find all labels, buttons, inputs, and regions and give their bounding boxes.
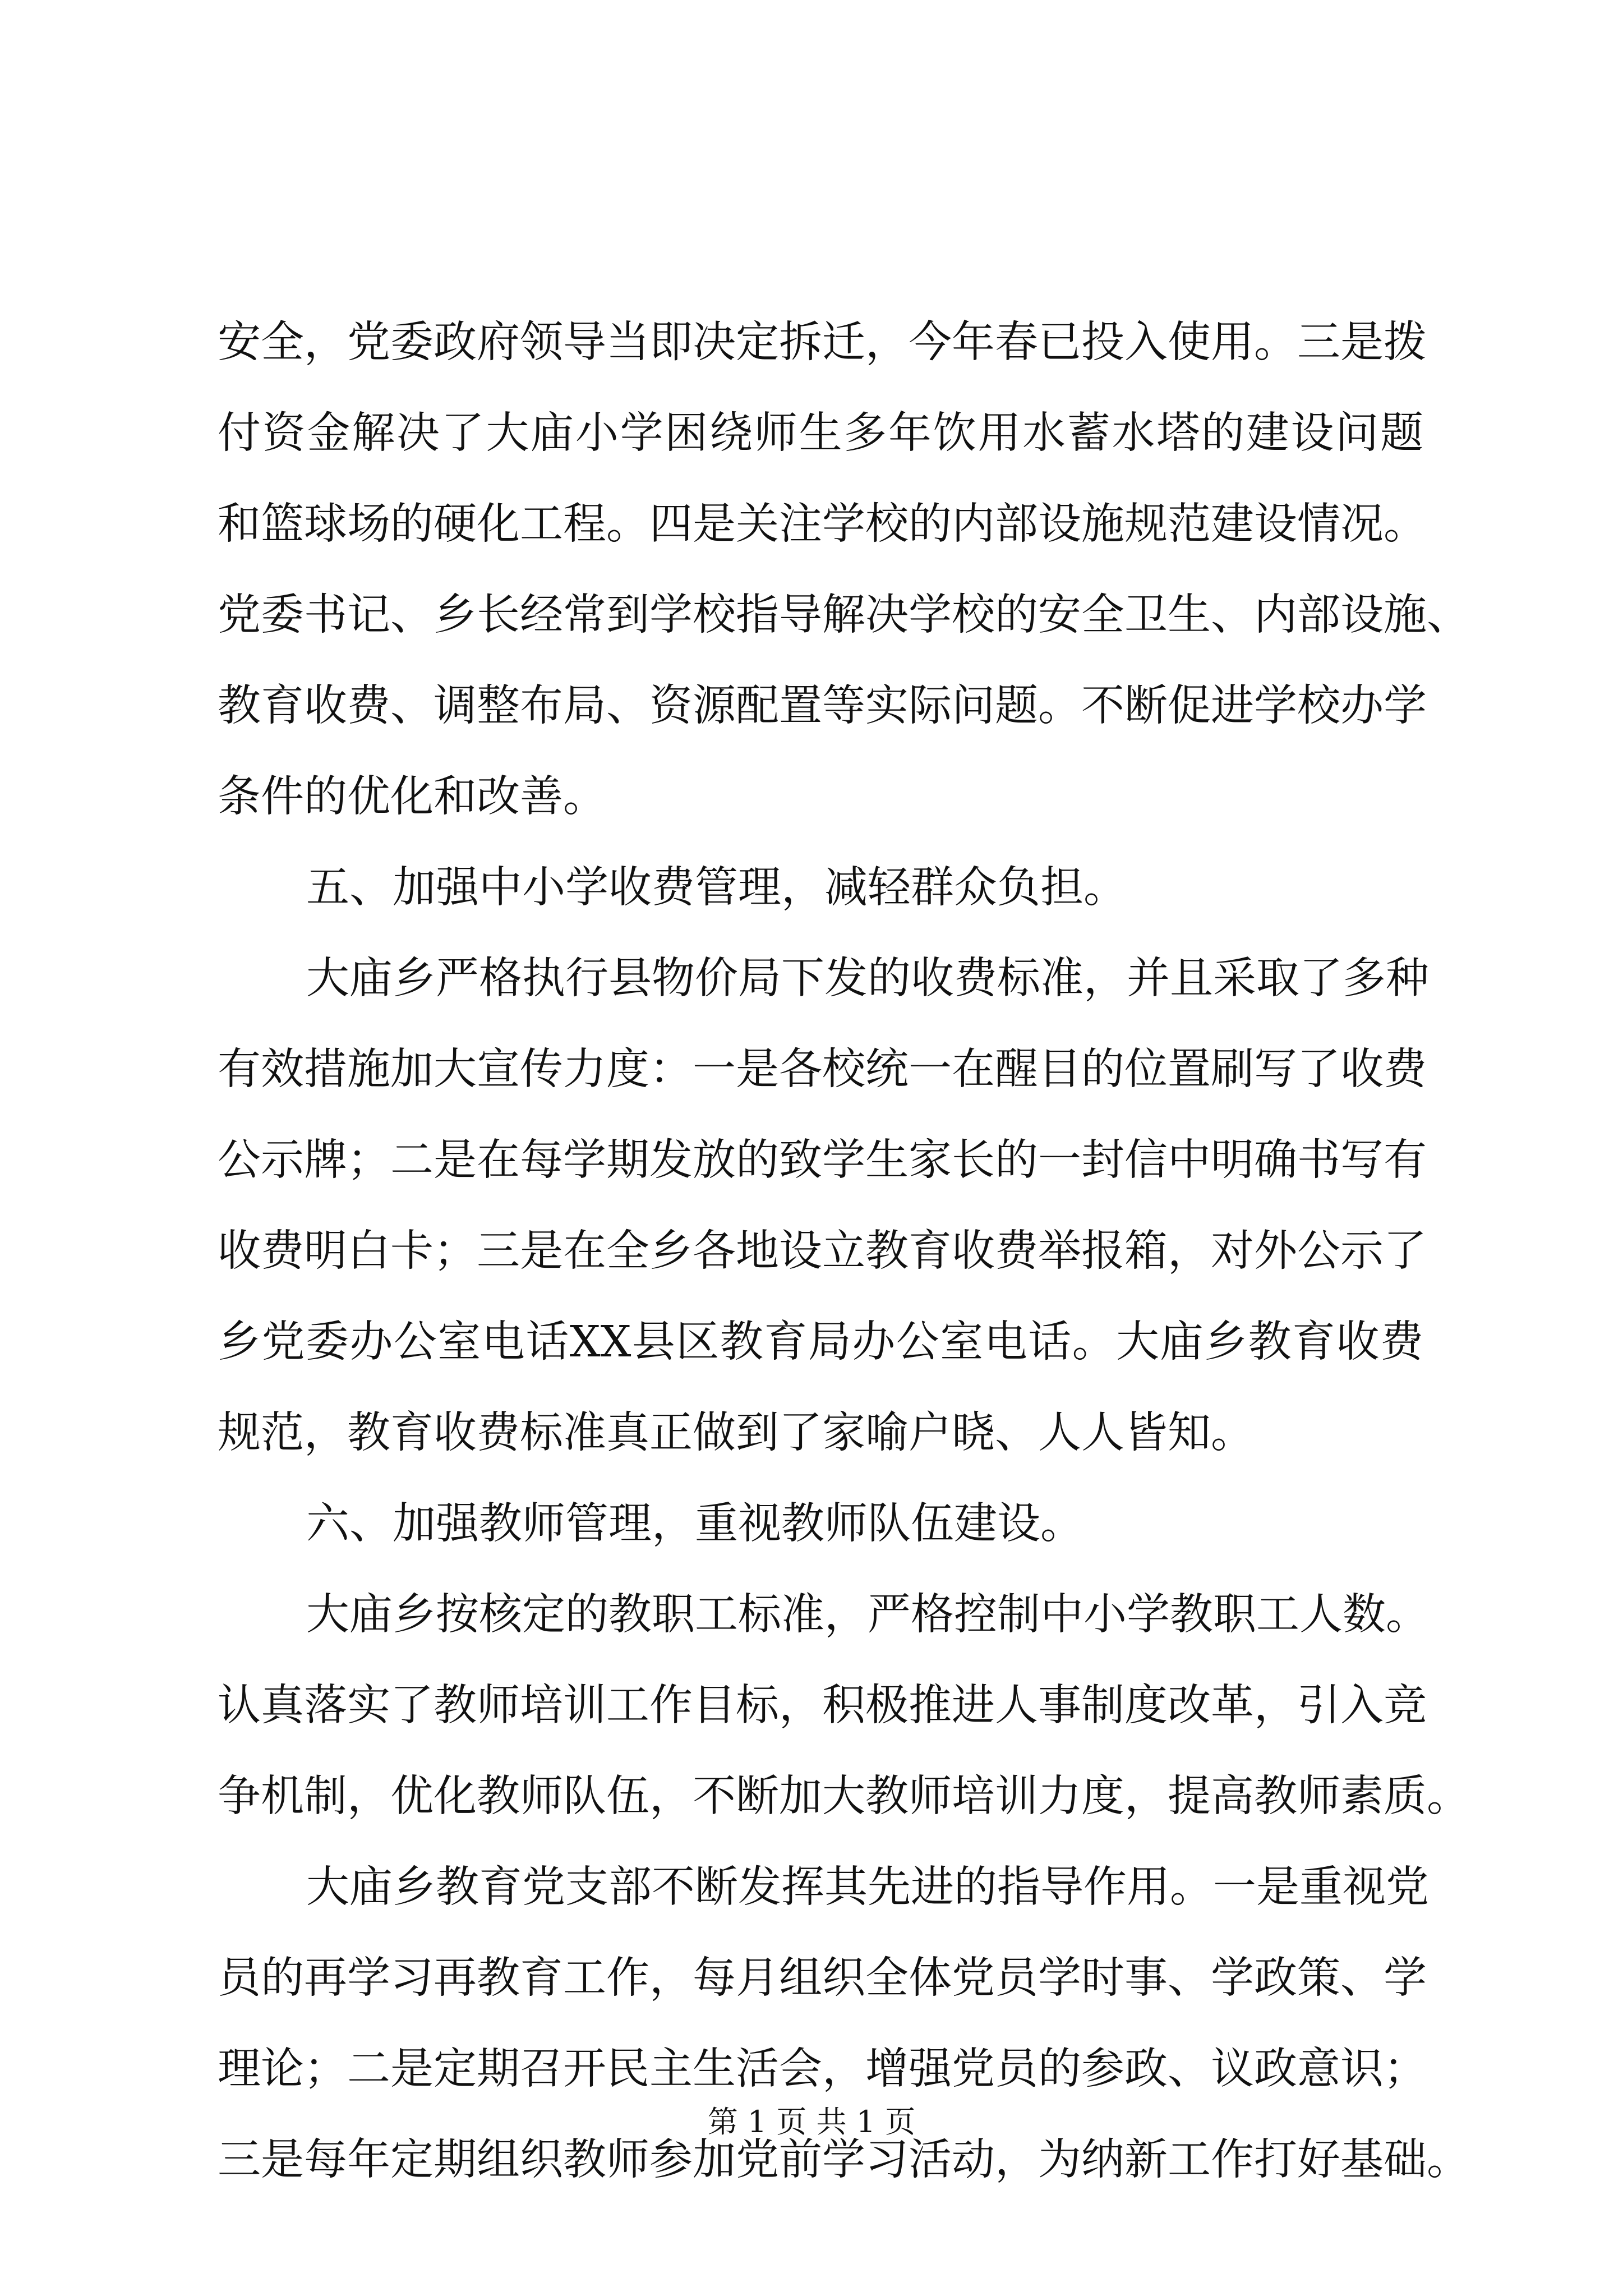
text-line: 员的再学习再教育工作，每月组织全体党员学时事、学政策、学: [218, 1953, 1427, 2003]
text-line: 认真落实了教师培训工作目标，积极推进人事制度改革，引入竞: [218, 1681, 1427, 1731]
text-line: 乡党委办公室电话XX县区教育局办公室电话。大庙乡教育收费: [218, 1317, 1423, 1367]
text-line: 理论；二是定期召开民主生活会，增强党员的参政、议政意识；: [218, 2044, 1427, 2094]
text-line: 有效措施加大宣传力度：一是各校统一在醒目的位置刷写了收费: [218, 1045, 1427, 1094]
text-line: 条件的优化和改善。: [218, 772, 606, 822]
text-line: 大庙乡严格执行县物价局下发的收费标准，并且采取了多种: [306, 954, 1429, 1004]
text-line: 规范，教育收费标准真正做到了家喻户晓、人人皆知。: [218, 1408, 1254, 1458]
text-line: 付资金解决了大庙小学困绕师生多年饮用水蓄水塔的建设问题: [218, 408, 1423, 458]
text-line: 争机制，优化教师队伍，不断加大教师培训力度，提高教师素质。: [218, 1772, 1470, 1821]
text-line: 大庙乡按核定的教职工标准，严格控制中小学教职工人数。: [306, 1590, 1429, 1640]
document-body: [218, 297, 1470, 2206]
text-line: 大庙乡教育党支部不断发挥其先进的指导作用。一是重视党: [306, 1862, 1429, 1912]
section-heading: 六、加强教师管理，重视教师队伍建设。: [306, 1499, 1083, 1549]
page-footer: 第 1 页 共 1 页: [707, 2104, 916, 2139]
text-line: 公示牌；二是在每学期发放的致学生家长的一封信中明确书写有: [218, 1135, 1427, 1185]
text-line: 安全，党委政府领导当即决定拆迁，今年春已投入使用。三是拨: [218, 318, 1427, 367]
section-heading: 五、加强中小学收费管理，减轻群众负担。: [306, 863, 1127, 913]
text-line: 收费明白卡；三是在全乡各地设立教育收费举报箱，对外公示了: [218, 1226, 1427, 1276]
text-line: 三是每年定期组织教师参加党前学习活动，为纳新工作打好基础。: [218, 2135, 1470, 2185]
text-line: 和篮球场的硬化工程。四是关注学校的内部设施规范建设情况。: [218, 499, 1427, 549]
text-line: 党委书记、乡长经常到学校指导解决学校的安全卫生、内部设施、: [218, 590, 1470, 640]
text-line: 教育收费、调整布局、资源配置等实际问题。不断促进学校办学: [218, 681, 1427, 731]
